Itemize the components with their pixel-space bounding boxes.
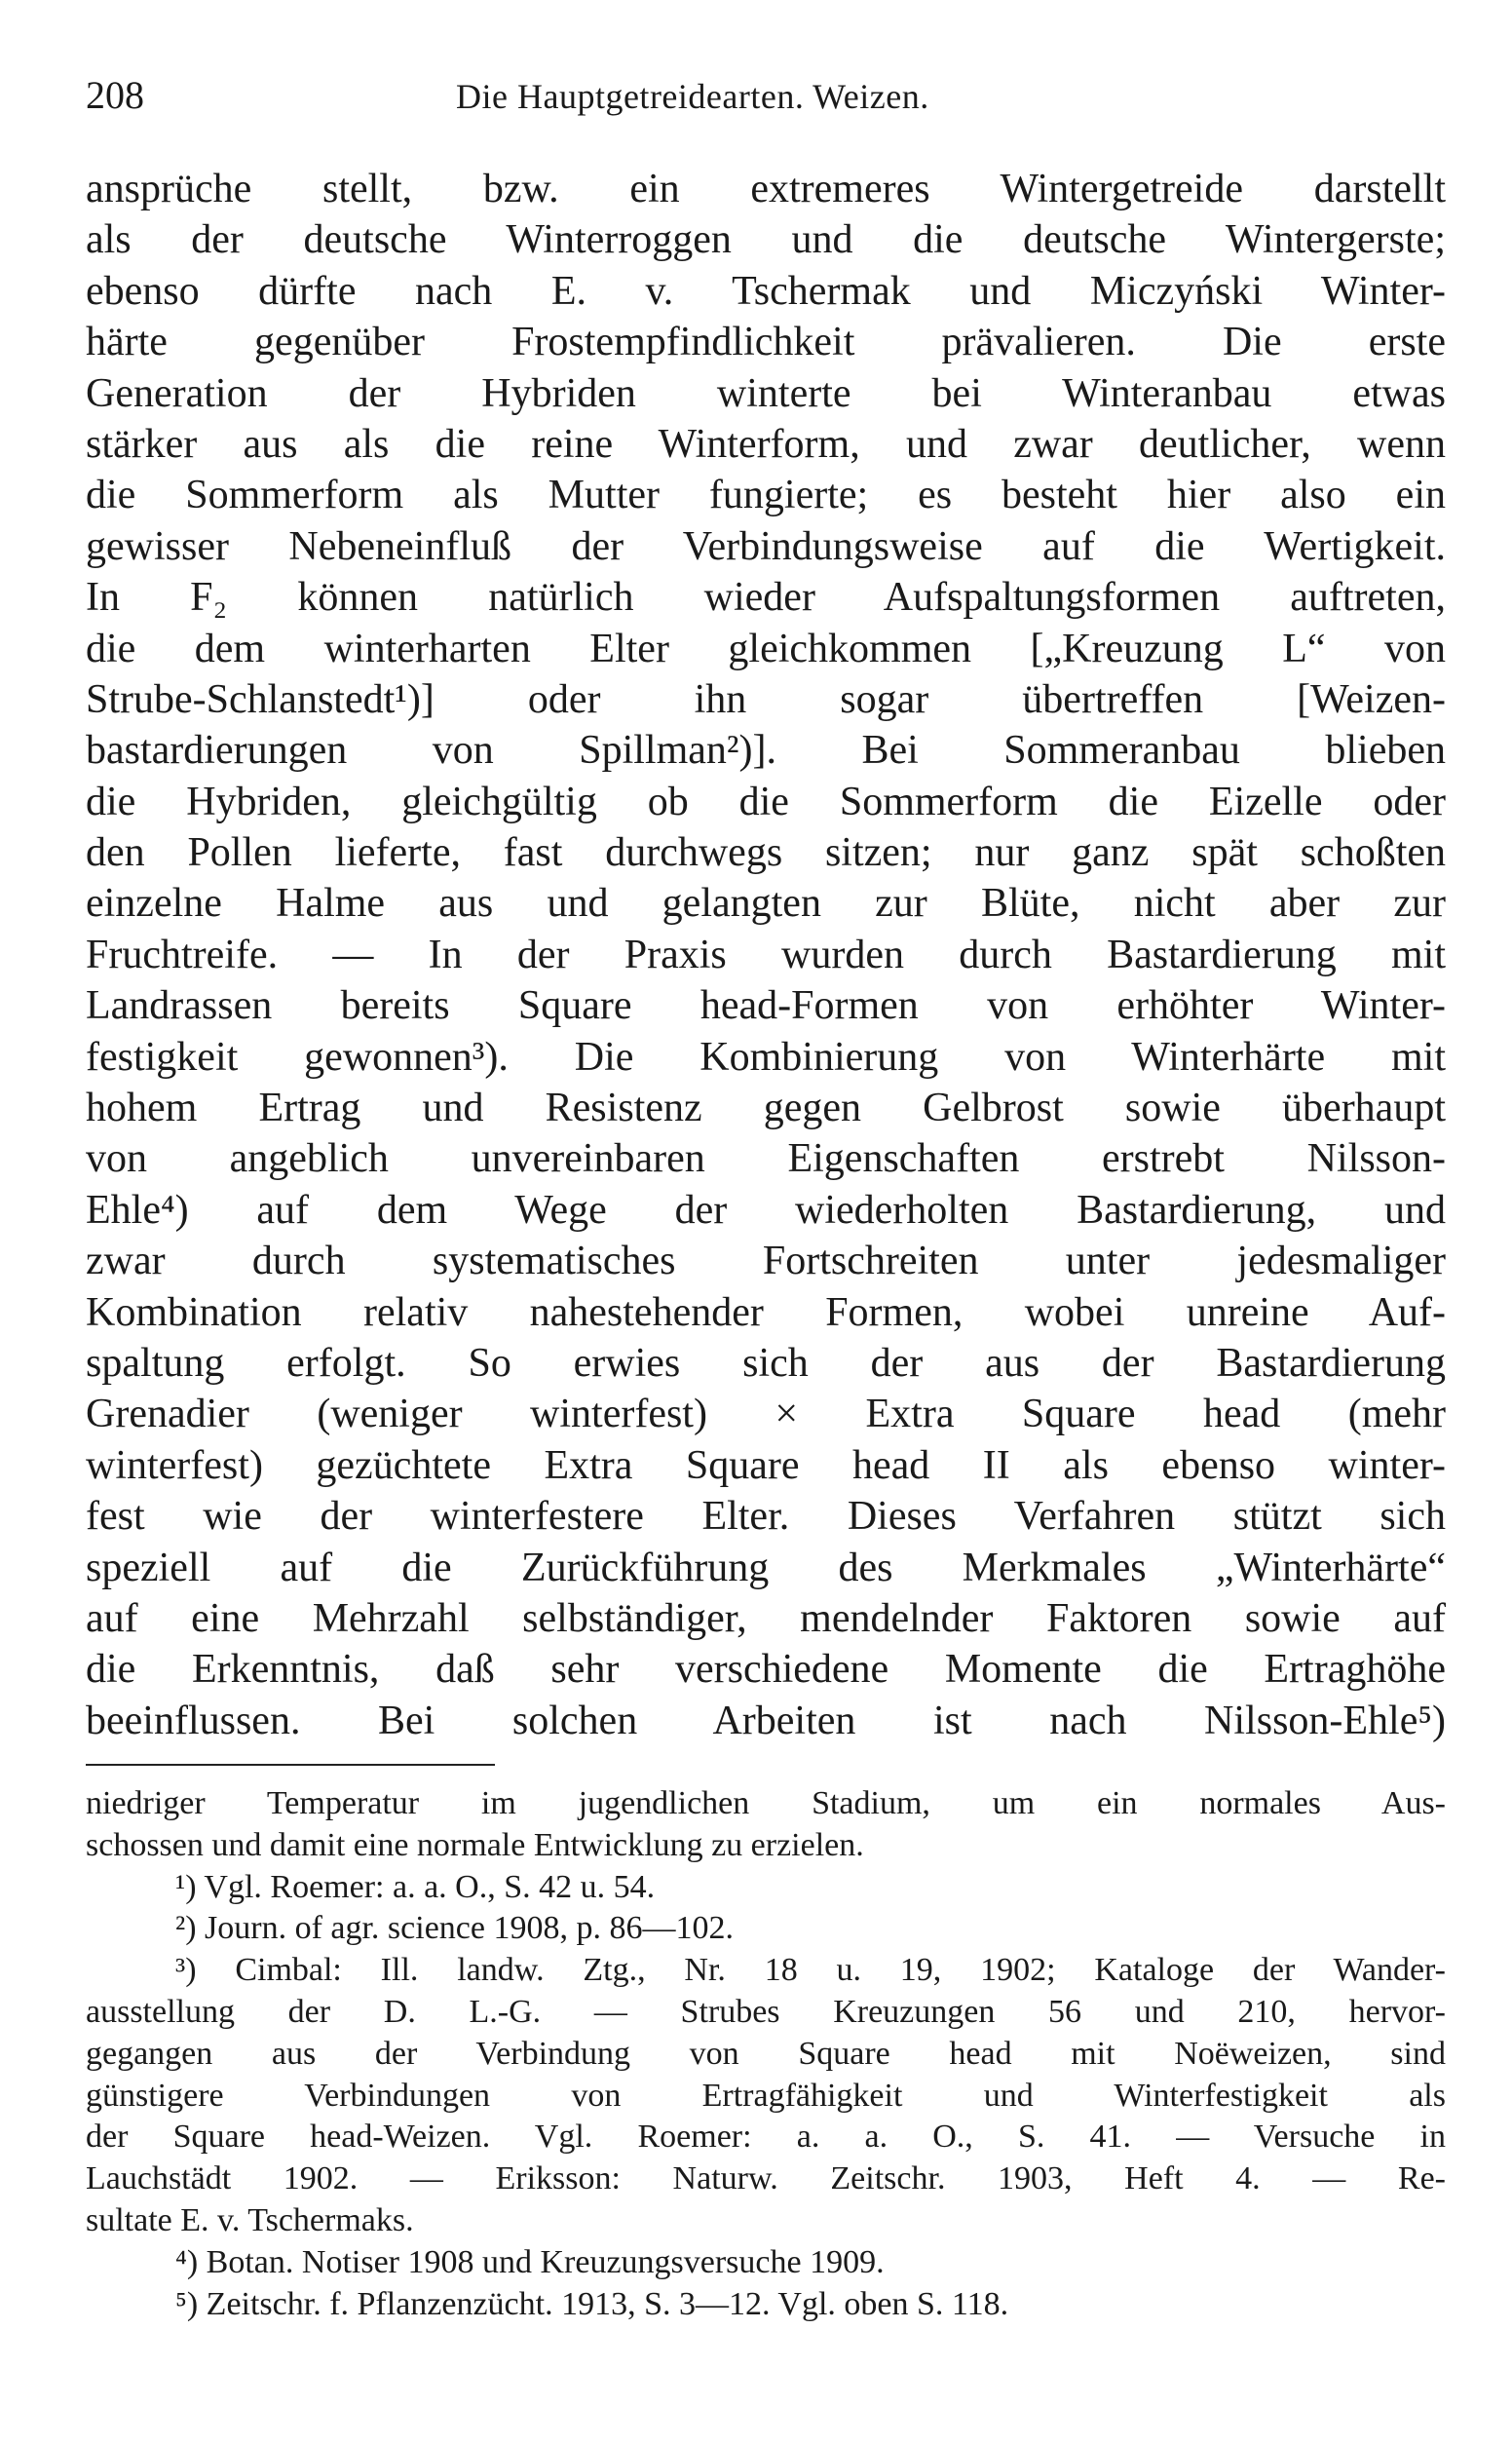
footnote-line: der Square head-Weizen. Vgl. Roemer: a. a. O., S. 41. — Versuche in <box>86 2119 1446 2156</box>
body-line: Grenadier (weniger winterfest) × Extra Square head (mehr <box>86 1392 1446 1437</box>
body-line: gewisser Nebeneinfluß der Verbindungsweise auf die Wertigkeit. <box>86 523 1446 569</box>
body-line: Ehle⁴) auf dem Wege der wiederholten Bastardierung, und <box>86 1187 1446 1233</box>
footnote-2: ²) Journ. of agr. science 1908, p. 86—102. <box>175 1910 734 1947</box>
body-line: hohem Ertrag und Resistenz gegen Gelbrost sowie überhaupt <box>86 1086 1446 1131</box>
body-line: fest wie der winterfestere Elter. Dieses Verfahren stützt sich <box>86 1494 1446 1540</box>
body-line: speziell auf die Zurückführung des Merkmales „Winterhärte“ <box>86 1545 1446 1590</box>
body-line: Kombination relativ nahestehender Formen, wobei unreine Auf- <box>86 1289 1446 1335</box>
footnote-line: sultate E. v. Tschermaks. <box>86 2201 414 2238</box>
body-line: von angeblich unvereinbaren Eigenschaften erstrebt Nilsson- <box>86 1136 1446 1182</box>
body-line: die dem winterharten Elter gleichkommen [„Kreuzung L“ von <box>86 626 1446 671</box>
footnotes <box>86 1783 1446 2325</box>
body-line: auf eine Mehrzahl selbständiger, mendelnder Faktoren sowie auf <box>86 1595 1446 1641</box>
body-line: In F₂ können natürlich wieder Aufspaltungsformen auftreten, <box>86 575 1446 621</box>
body-line: beeinflussen. Bei solchen Arbeiten ist nach Nilsson-Ehle⁵) <box>86 1698 1446 1743</box>
body-line: spaltung erfolgt. So erwies sich der aus der Bastardierung <box>86 1340 1446 1386</box>
body-line: die Erkenntnis, daß sehr verschiedene Momente die Ertraghöhe <box>86 1647 1446 1693</box>
body-line: festigkeit gewonnen³). Die Kombinierung von Winterhärte mit <box>86 1034 1446 1080</box>
page-header <box>86 72 1444 123</box>
body-line: Generation der Hybriden winterte bei Winteranbau etwas <box>86 370 1446 416</box>
running-title: Die Hauptgetreidearten. Weizen. <box>456 77 929 116</box>
body-line: ebenso dürfte nach E. v. Tschermak und Miczyński Winter- <box>86 268 1446 314</box>
footnote-line: gegangen aus der Verbindung von Square head mit Noëweizen, sind <box>86 2035 1446 2072</box>
body-line: ansprüche stellt, bzw. ein extremeres Wintergetreide darstellt <box>86 167 1446 211</box>
footnote-1: ¹) Vgl. Roemer: a. a. O., S. 42 u. 54. <box>175 1868 656 1905</box>
body-text <box>86 164 1446 1746</box>
body-line: winterfest) gezüchtete Extra Square head II als ebenso winter- <box>86 1442 1446 1488</box>
footnote-line: günstigere Verbindungen von Ertragfähigkeit und Winterfestigkeit als <box>86 2077 1446 2114</box>
footnote-5: ⁵) Zeitschr. f. Pflanzenzücht. 1913, S. 3—12. Vgl. oben S. 118. <box>175 2285 1009 2322</box>
body-line: die Sommerform als Mutter fungierte; es besteht hier also ein <box>86 473 1446 518</box>
page-number: 208 <box>86 73 144 117</box>
body-line: zwar durch systematisches Fortschreiten unter jedesmaliger <box>86 1239 1446 1284</box>
body-line: bastardierungen von Spillman²)]. Bei Sommeranbau blieben <box>86 728 1446 774</box>
body-line: stärker aus als die reine Winterform, und zwar deutlicher, wenn <box>86 421 1446 467</box>
body-line: die Hybriden, gleichgültig ob die Sommerform die Eizelle oder <box>86 779 1446 824</box>
footnote-line: ausstellung der D. L.-G. — Strubes Kreuzungen 56 und 210, hervor- <box>86 1993 1446 2030</box>
footnote-rule <box>86 1764 495 1766</box>
body-line: den Pollen lieferte, fast durchwegs sitzen; nur ganz spät schoßten <box>86 830 1446 876</box>
footnote-line: Lauchstädt 1902. — Eriksson: Naturw. Zeitschr. 1903, Heft 4. — Re- <box>86 2160 1446 2197</box>
body-line: einzelne Halme aus und gelangten zur Blüte, nicht aber zur <box>86 881 1446 927</box>
footnote-3: ³) Cimbal: Ill. landw. Ztg., Nr. 18 u. 19, 1902; Kataloge der Wander- <box>175 1952 1446 1989</box>
footnote-4: ⁴) Botan. Notiser 1908 und Kreuzungsversuche 1909. <box>175 2243 885 2280</box>
body-line: Fruchtreife. — In der Praxis wurden durch Bastardierung mit <box>86 932 1446 977</box>
body-line: als der deutsche Winterroggen und die deutsche Wintergerste; <box>86 217 1446 263</box>
body-line: Strube-Schlanstedt¹)] oder ihn sogar übertreffen [Weizen- <box>86 676 1446 722</box>
footnote-line: schossen und damit eine normale Entwicklung zu erzielen. <box>86 1826 864 1863</box>
body-line: härte gegenüber Frostempfindlichkeit prävalieren. Die erste <box>86 320 1446 365</box>
footnote-line: niedriger Temperatur im jugendlichen Stadium, um ein normales Aus- <box>86 1785 1446 1821</box>
body-line: Landrassen bereits Square head-Formen von erhöhter Winter- <box>86 983 1446 1029</box>
